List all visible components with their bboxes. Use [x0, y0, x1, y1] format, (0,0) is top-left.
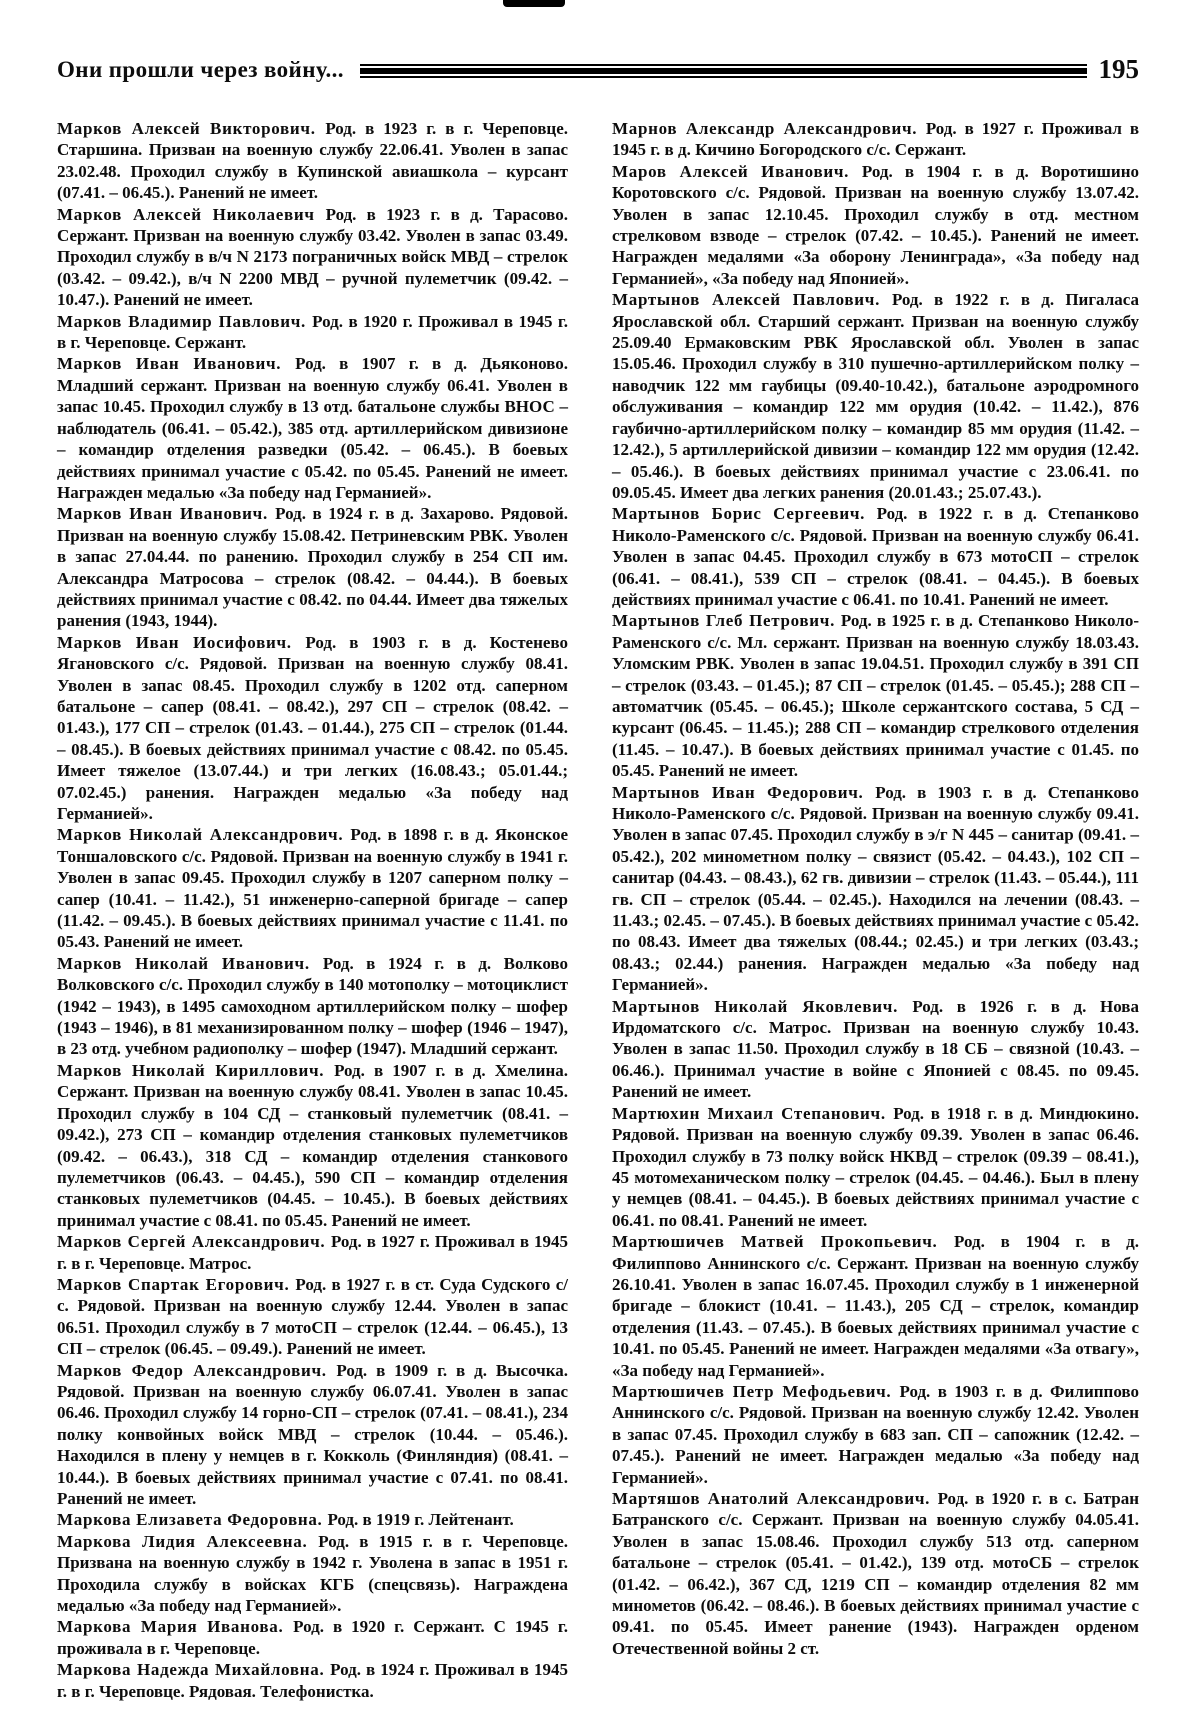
- person-record: Род. в 1920 г. Сержант. С 1945 г. проживала в г. Череповце.: [57, 1617, 568, 1658]
- person-record: Род. в 1904 г. в д. Филиппово Аннинского с/с. Сержант. Призван на военную службу 26.10.41. Уволен в запас 16.07.45. Проходил службу в 1 инженерной бригаде – блокист (10.41. – 11.43.), 205 СД – стрелок, командир отделения (11.43. – 07.45.). В боевых действиях принимал участие с 10.41. по 05.45. Ранений не имеет. Награжден медалями «За отвагу», «За победу над Германией».: [612, 1232, 1139, 1380]
- person-record: Род. в 1919 г. Лейтенант.: [327, 1510, 514, 1530]
- person-entry: [612, 161, 1139, 289]
- person-name: Маркова Надежда Михайловна.: [57, 1660, 331, 1680]
- person-entry: [612, 996, 1139, 1103]
- person-entry: [612, 1488, 1139, 1659]
- person-entry: [57, 632, 568, 825]
- person-name: Марков Николай Иванович.: [57, 953, 323, 973]
- person-entry: [57, 118, 568, 204]
- person-record: Род. в 1924 г. Проживал в 1945 г. в г. Череповце. Рядовая. Телефонистка.: [57, 1660, 568, 1701]
- person-name: Мартынов Иван Федорович.: [612, 782, 876, 802]
- person-record: Род. в 1922 г. в д. Степанково Николо-Раменского с/с. Рядовой. Призван на военную службу 06.41. Уволен в запас 04.45. Проходил службу в 673 мотоСП – стрелок (06.41. – 08.41.), 539 СП – стрелок (08.41. – 04.45.). В боевых действиях принимал участие с 06.41. по 10.41. Ранений не имеет.: [612, 504, 1139, 609]
- page-number: 195: [1098, 54, 1139, 84]
- person-name: Марков Иван Иосифович.: [57, 632, 306, 652]
- person-name: Марков Николай Александрович.: [57, 825, 351, 845]
- page-header: [57, 56, 1139, 83]
- person-entry: [612, 289, 1139, 503]
- person-record: Род. в 1920 г. в с. Батран Батранского с/с. Сержант. Призван на военную службу 04.05.41. Уволен в запас 15.08.46. Проходил службу 513 отд. саперном батальоне – стрелок (05.41. – 01.42.), 139 отд. мотоСБ – стрелок (01.42. – 06.42.), 367 СД, 1219 СП – командир отделения 82 мм минометов (06.42. – 08.46.). В боевых действиях принимал участие с 09.41. по 05.45. Имеет ранение (1943). Награжден орденом Отечественной войны 2 ст.: [612, 1489, 1140, 1658]
- person-name: Маркова Лидия Алексеевна.: [57, 1531, 319, 1551]
- person-record: Род. в 1922 г. в д. Пигаласа Ярославской обл. Старший сержант. Призван на военную службу 25.09.40 Ермаковским РВК Ярославской обл. Уволен в запас 15.05.46. Проходил службу в 310 пушечно-артиллерийском полку – наводчик 122 мм гаубицы (09.40-10.42.), батальоне аэродромного обслуживания – командир 122 мм орудия (10.42. – 11.42.), 876 гаубично-артиллерийском полку – командир 85 мм орудия (11.42. – 12.42.), 5 артиллерийской дивизии – командир 122 мм орудия (12.42. – 05.46.). В боевых действиях принимал участие с 23.06.41. по 09.05.45. Имеет два легких ранения (20.01.43.; 25.07.43.).: [612, 290, 1139, 502]
- person-name: Марков Спартак Егорович.: [57, 1274, 296, 1294]
- person-record: Род. в 1927 г. Проживал в 1945 г. в г. Череповце. Матрос.: [57, 1232, 568, 1273]
- person-record: Род. в 1923 г. в д. Тарасово. Сержант. Призван на военную службу 03.42. Уволен в запас 03.49. Проходил службу в в/ч N 2173 пограничных войск МВД – стрелок (03.42. – 09.42.), в/ч N 2200 МВД – ручной пулеметчик (09.42. – 10.47.). Ранений не имеет.: [57, 204, 568, 310]
- person-record: Род. в 1903 г. в д. Степанково Николо-Раменского с/с. Рядовой. Призван на военную службу 09.41. Уволен в запас 07.45. Проходил службу в э/г N 445 – санитар (09.41. – 05.42.), 202 минометном полку – связист (05.42. – 04.43.), 102 СП – санитар (04.43. – 08.43.), 62 гв. дивизии – стрелок (11.43. – 05.44.), 111 гв. СП – стрелок (05.44. – 02.45.). Находился на лечении (08.43. – 11.43.; 02.45. – 07.45.). В боевых действиях принимал участие с 05.42. по 08.43. Имеет два тяжелых (08.44.; 02.45.) и три легких (03.43.; 08.43.; 02.44.) ранения. Награжден медалью «За победу над Германией».: [612, 782, 1139, 995]
- person-entry: [612, 610, 1139, 781]
- person-entry: [57, 204, 568, 311]
- person-record: Род. в 1927 г. Проживал в 1945 г. в д. Кичино Богородского с/с. Сержант.: [612, 119, 1139, 160]
- person-entry: [57, 353, 568, 503]
- person-record: Род. в 1915 г. в г. Череповце. Призвана на военную службу в 1942 г. Уволена в запас в 1951 г. Проходила службу в войсках КГБ (спецсвязь). Награждена медалью «За победу над Германией».: [57, 1531, 569, 1616]
- person-record: Род. в 1903 г. в д. Филиппово Аннинского с/с. Рядовой. Призван на военную службу 12.42. Уволен в запас 07.45. Проходил службу в 683 зап. СП – сапожник (12.42. – 07.45.). Ранений не имеет. Награжден медалью «За победу над Германией».: [612, 1381, 1139, 1487]
- person-entry: [57, 1531, 568, 1617]
- person-name: Марков Николай Кириллович.: [57, 1060, 335, 1080]
- person-record: Род. в 1907 г. в д. Дьяконово. Младший сержант. Призван на военную службу 06.41. Уволен в запас 10.45. Проходил службу в 13 отд. батальоне службы ВНОС – наблюдатель (06.41. – 05.42.), 385 отд. артиллерийском дивизионе – командир отделения разведки (05.42. – 06.45.). В боевых действиях принимал участие с 05.42. по 05.45. Ранений не имеет. Награжден медалью «За победу над Германией».: [57, 354, 568, 502]
- person-entry: [57, 824, 568, 952]
- person-name: Марков Владимир Павлович.: [57, 311, 313, 331]
- person-entry: [612, 1231, 1139, 1381]
- person-name: Маров Алексей Иванович.: [612, 161, 862, 181]
- person-record: Род. в 1923 г. в г. Череповце. Старшина. Призван на военную службу 22.06.41. Уволен в запас 23.02.48. Проходил службу в Купинской авиашкола – курсант (07.41. – 06.45.). Ранений не имеет.: [57, 119, 569, 203]
- scan-artifact: [503, 0, 565, 7]
- person-name: Марков Алексей Николаевич: [57, 204, 326, 224]
- person-entry: [57, 503, 568, 631]
- person-name: Мартынов Борис Сергеевич.: [612, 504, 877, 524]
- header-rule: [360, 64, 1087, 78]
- person-name: Марков Федор Александрович.: [57, 1360, 337, 1380]
- rule-thin-bottom: [360, 76, 1087, 78]
- person-name: Мартынов Глеб Петрович.: [612, 611, 841, 631]
- person-name: Марков Иван Иванович.: [57, 354, 296, 374]
- person-record: Род. в 1926 г. в д. Нова Ирдоматского с/с. Матрос. Призван на военную службу 10.43. Уволен в запас 11.50. Проходил службу в 18 СБ – связной (10.43. – 06.46.). Принимал участие в войне с Японией с 08.45. по 09.45. Ранений не имеет.: [612, 996, 1139, 1102]
- person-entry: [612, 782, 1139, 996]
- person-entry: [57, 1060, 568, 1231]
- text-columns: [57, 118, 1139, 1702]
- person-entry: [57, 1274, 568, 1360]
- person-entry: [612, 118, 1139, 161]
- rule-thin-top: [360, 64, 1087, 66]
- person-name: Мартынов Николай Яковлевич.: [612, 996, 913, 1016]
- person-name: Марнов Александр Александрович.: [612, 119, 926, 138]
- running-title: Они прошли через войну...: [57, 56, 344, 82]
- person-record: Род. в 1924 г. в д. Волково Волковского с/с. Проходил службу в 140 мотополку – мотоциклист (1942 – 1943), в 1495 самоходном артиллерийском полку – шофер (1943 – 1946), в 81 механизированном полку – шофер (1946 – 1947), в 23 отд. учебном радиополку – шофер (1947). Младший сержант.: [57, 953, 568, 1059]
- person-name: Мартынов Алексей Павлович.: [612, 290, 892, 310]
- person-entry: [57, 953, 568, 1060]
- person-name: Маркова Елизавета Федоровна.: [57, 1510, 328, 1530]
- person-name: Мартюхин Михаил Степанович.: [612, 1103, 894, 1123]
- person-record: Род. в 1898 г. в д. Яконское Тоншаловского с/с. Рядовой. Призван на военную службу в 1941 г. Уволен в запас 09.45. Проходил службу в 1207 саперном полку – сапер (10.41. – 11.42.), 51 инженерно-саперной бригаде – сапер (11.42. – 09.45.). В боевых действиях принимал участие с 11.41. по 05.43. Ранений не имеет.: [57, 825, 569, 952]
- person-name: Марков Алексей Викторович.: [57, 119, 326, 138]
- person-record: Род. в 1920 г. Проживал в 1945 г. в г. Череповце. Сержант.: [57, 311, 568, 353]
- person-entry: [612, 503, 1139, 610]
- person-record: Род. в 1909 г. в д. Высочка. Рядовой. Призван на военную службу 06.07.41. Уволен в запас 06.46. Проходил службу 14 горно-СП – стрелок (07.41. – 08.41.), 234 полку конвойных войск МВД – стрелок (10.44. – 05.46.). Находился в плену у немцев в г. Кокколь (Финляндия) (08.41. – 10.44.). В боевых действиях принимал участие с 07.41. по 08.41. Ранений не имеет.: [57, 1360, 568, 1508]
- person-record: Род. в 1903 г. в д. Костенево Ягановского с/с. Рядовой. Призван на военную службу 08.41. Уволен в запас 08.45. Проходил службу в 1202 отд. саперном батальоне – сапер (08.41. – 08.42.), 297 СП – стрелок (08.42. – 01.43.), 177 СП – стрелок (01.43. – 01.44.), 275 СП – стрелок (01.44. – 08.45.). В боевых действиях принимал участие с 08.42. по 05.45. Имеет тяжелое (13.07.44.) и три легких (16.08.43.; 05.01.44.; 07.02.45.) ранения. Награжден медалью «За победу над Германией».: [57, 632, 568, 823]
- person-record: Род. в 1918 г. в д. Миндюкино. Рядовой. Призван на военную службу 09.39. Уволен в запас 06.46. Проходил службу в 73 полку войск НКВД – стрелок (09.39 – 08.41.), 45 мотомеханическом полку – стрелок (04.45. – 04.46.). Был в плену у немцев (08.41. – 04.45.). В боевых действиях принимал участие с 06.41. по 08.41. Ранений не имеет.: [612, 1103, 1139, 1230]
- person-name: Мартюшичев Петр Мефодьевич.: [612, 1381, 900, 1401]
- person-entry: [57, 1360, 568, 1510]
- person-name: Мартюшичев Матвей Прокопьевич.: [612, 1232, 954, 1252]
- person-record: Род. в 1904 г. в д. Воротишино Коротовского с/с. Рядовой. Призван на военную службу 13.07.42. Уволен в запас 12.10.45. Проходил службу в отд. местном стрелковом взводе – стрелок (07.42. – 10.45.). Ранений не имеет. Награжден медалями «За оборону Ленинграда», «За победу над Германией», «За победу над Японией».: [612, 161, 1139, 288]
- person-entry: [57, 1509, 568, 1530]
- person-record: Род. в 1927 г. в ст. Суда Судского с/с. Рядовой. Призван на военную службу 12.44. Уволен в запас 06.51. Проходил службу в 7 мотоСП – стрелок (12.44. – 06.45.), 13 СП – стрелок (06.45. – 09.49.). Ранений не имеет.: [57, 1274, 568, 1359]
- person-entry: [57, 1231, 568, 1274]
- person-name: Марков Сергей Александрович.: [57, 1232, 331, 1252]
- person-entry: [57, 311, 568, 354]
- person-record: Род. в 1924 г. в д. Захарово. Рядовой. Призван на военную службу 15.08.42. Петриневским РВК. Уволен в запас 27.04.44. по ранению. Проходил службу в 254 СП им. Александра Матросова – стрелок (08.42. – 04.44.). В боевых действиях принимал участие с 08.42. по 04.44. Имеет два тяжелых ранения (1943, 1944).: [57, 504, 569, 631]
- person-name: Марков Иван Иванович.: [57, 504, 276, 524]
- right-column: [612, 118, 1139, 1702]
- person-entry: [57, 1659, 568, 1702]
- person-name: Мартяшов Анатолий Александрович.: [612, 1489, 938, 1508]
- person-entry: [612, 1103, 1139, 1231]
- person-record: Род. в 1925 г. в д. Степанково Николо-Раменского с/с. Мл. сержант. Призван на военную службу 18.03.43. Уломским РВК. Уволен в запас 19.04.51. Проходил службу в 391 СП – стрелок (03.43. – 01.45.); 87 СП – стрелок (01.45. – 05.45.); 288 СП – автоматчик (05.45. – 06.45.); Школе сержантского состава, 5 СД – курсант (06.45. – 11.45.); 288 СП – командир стрелкового отделения (11.45. – 10.47.). В боевых действиях принимал участие с 01.45. по 05.45. Ранений не имеет.: [612, 611, 1140, 781]
- rule-thick: [360, 68, 1087, 74]
- person-record: Род. в 1907 г. в д. Хмелина. Сержант. Призван на военную службу 08.41. Уволен в запас 10.45. Проходил службу в 104 СД – станковый пулеметчик (08.41. – 09.42.), 273 СП – командир отделения станковых пулеметчиков (09.42. – 06.43.), 318 СД – командир отделения станкового пулеметчиков (06.43. – 04.45.), 590 СП – командир отделения станковых пулеметчиков (04.45. – 10.45.). В боевых действиях принимал участие с 08.41. по 05.45. Ранений не имеет.: [57, 1060, 568, 1230]
- person-entry: [57, 1616, 568, 1659]
- person-name: Маркова Мария Иванова.: [57, 1617, 294, 1637]
- left-column: [57, 118, 568, 1702]
- person-entry: [612, 1381, 1139, 1488]
